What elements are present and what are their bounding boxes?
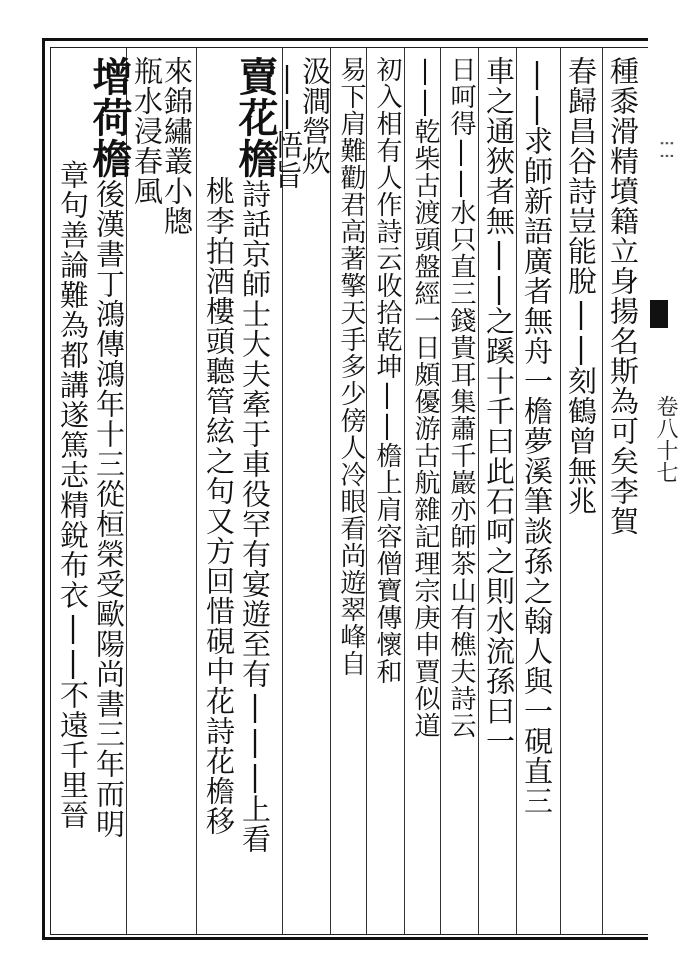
text-column-15	[86, 56, 133, 839]
text-column-12	[202, 176, 236, 836]
text-column-3	[520, 56, 554, 816]
column-text: 來錦繡叢小牕	[160, 56, 194, 236]
column-text: 章句善論難為都講遂篤志精銳布衣||不遠千里晉	[56, 160, 90, 830]
text-column-14	[130, 56, 164, 206]
text-column-1	[606, 56, 640, 536]
column-text: ||悟旨	[270, 60, 304, 190]
column-rule	[404, 48, 405, 934]
heading-term: 賣花檐	[232, 56, 279, 179]
column-text: 易下肩難勸君高著擎天手多少傍人冷眼看尚遊翠峰自	[336, 56, 366, 677]
column-rule	[330, 48, 331, 934]
column-text: 瓶水浸春風	[130, 56, 164, 206]
column-text: 桃李拍酒樓頭聽管絃之句又方回惜硯中花詩花檐移	[202, 176, 236, 836]
column-rule	[126, 48, 127, 934]
text-column-13	[160, 56, 194, 236]
column-text: 車之通狹者無||之蹊十千曰此石呵之則水流孫曰一	[482, 56, 516, 756]
margin-volume-label: 卷八十七	[653, 395, 678, 483]
text-column-4	[482, 56, 516, 756]
text-column-11	[232, 56, 279, 854]
column-text: 汲澗營炊	[298, 56, 332, 176]
text-column-7	[370, 56, 404, 685]
column-rule	[602, 48, 603, 934]
text-column-6	[408, 56, 442, 739]
column-rule	[478, 48, 479, 934]
text-column-16	[56, 160, 90, 830]
column-text: 詩話京師士大夫牽于車役罕有宴遊至有|||上看	[238, 179, 272, 854]
column-text: 種黍滑精墳籍立身揚名斯為可矣李賀	[606, 56, 640, 536]
fish-tail-mark	[650, 300, 668, 328]
column-text: 初入相有人作詩云收拾乾坤||檐上肩容僧寶傳懷和	[372, 56, 402, 685]
column-text: 日呵得||水只直三錢貴耳集蕭千巖亦師茶山有樵夫詩云	[446, 56, 476, 739]
column-text: 後漢書丁鴻傳鴻年十三從桓榮受歐陽尚書三年而明	[92, 179, 126, 839]
column-rule	[196, 48, 197, 934]
heading-term: 增荷檐	[86, 56, 133, 179]
text-column-8	[334, 56, 368, 677]
column-text: ||求師新語廣者無舟一檐夢溪筆談孫之翰人與一硯直三	[520, 56, 554, 816]
text-column-2	[564, 56, 598, 516]
column-text: 春歸昌谷詩豈能脫||刻鶴曾無兆	[564, 56, 598, 516]
text-column-5	[444, 56, 478, 739]
column-rule	[560, 48, 561, 934]
margin-dots: ⁝ ⁝	[655, 140, 679, 160]
column-rule	[516, 48, 517, 934]
column-text: ||乾柴古渡頭盤經一日頗優游古航雜記理宗庚申賈似道	[410, 56, 440, 739]
